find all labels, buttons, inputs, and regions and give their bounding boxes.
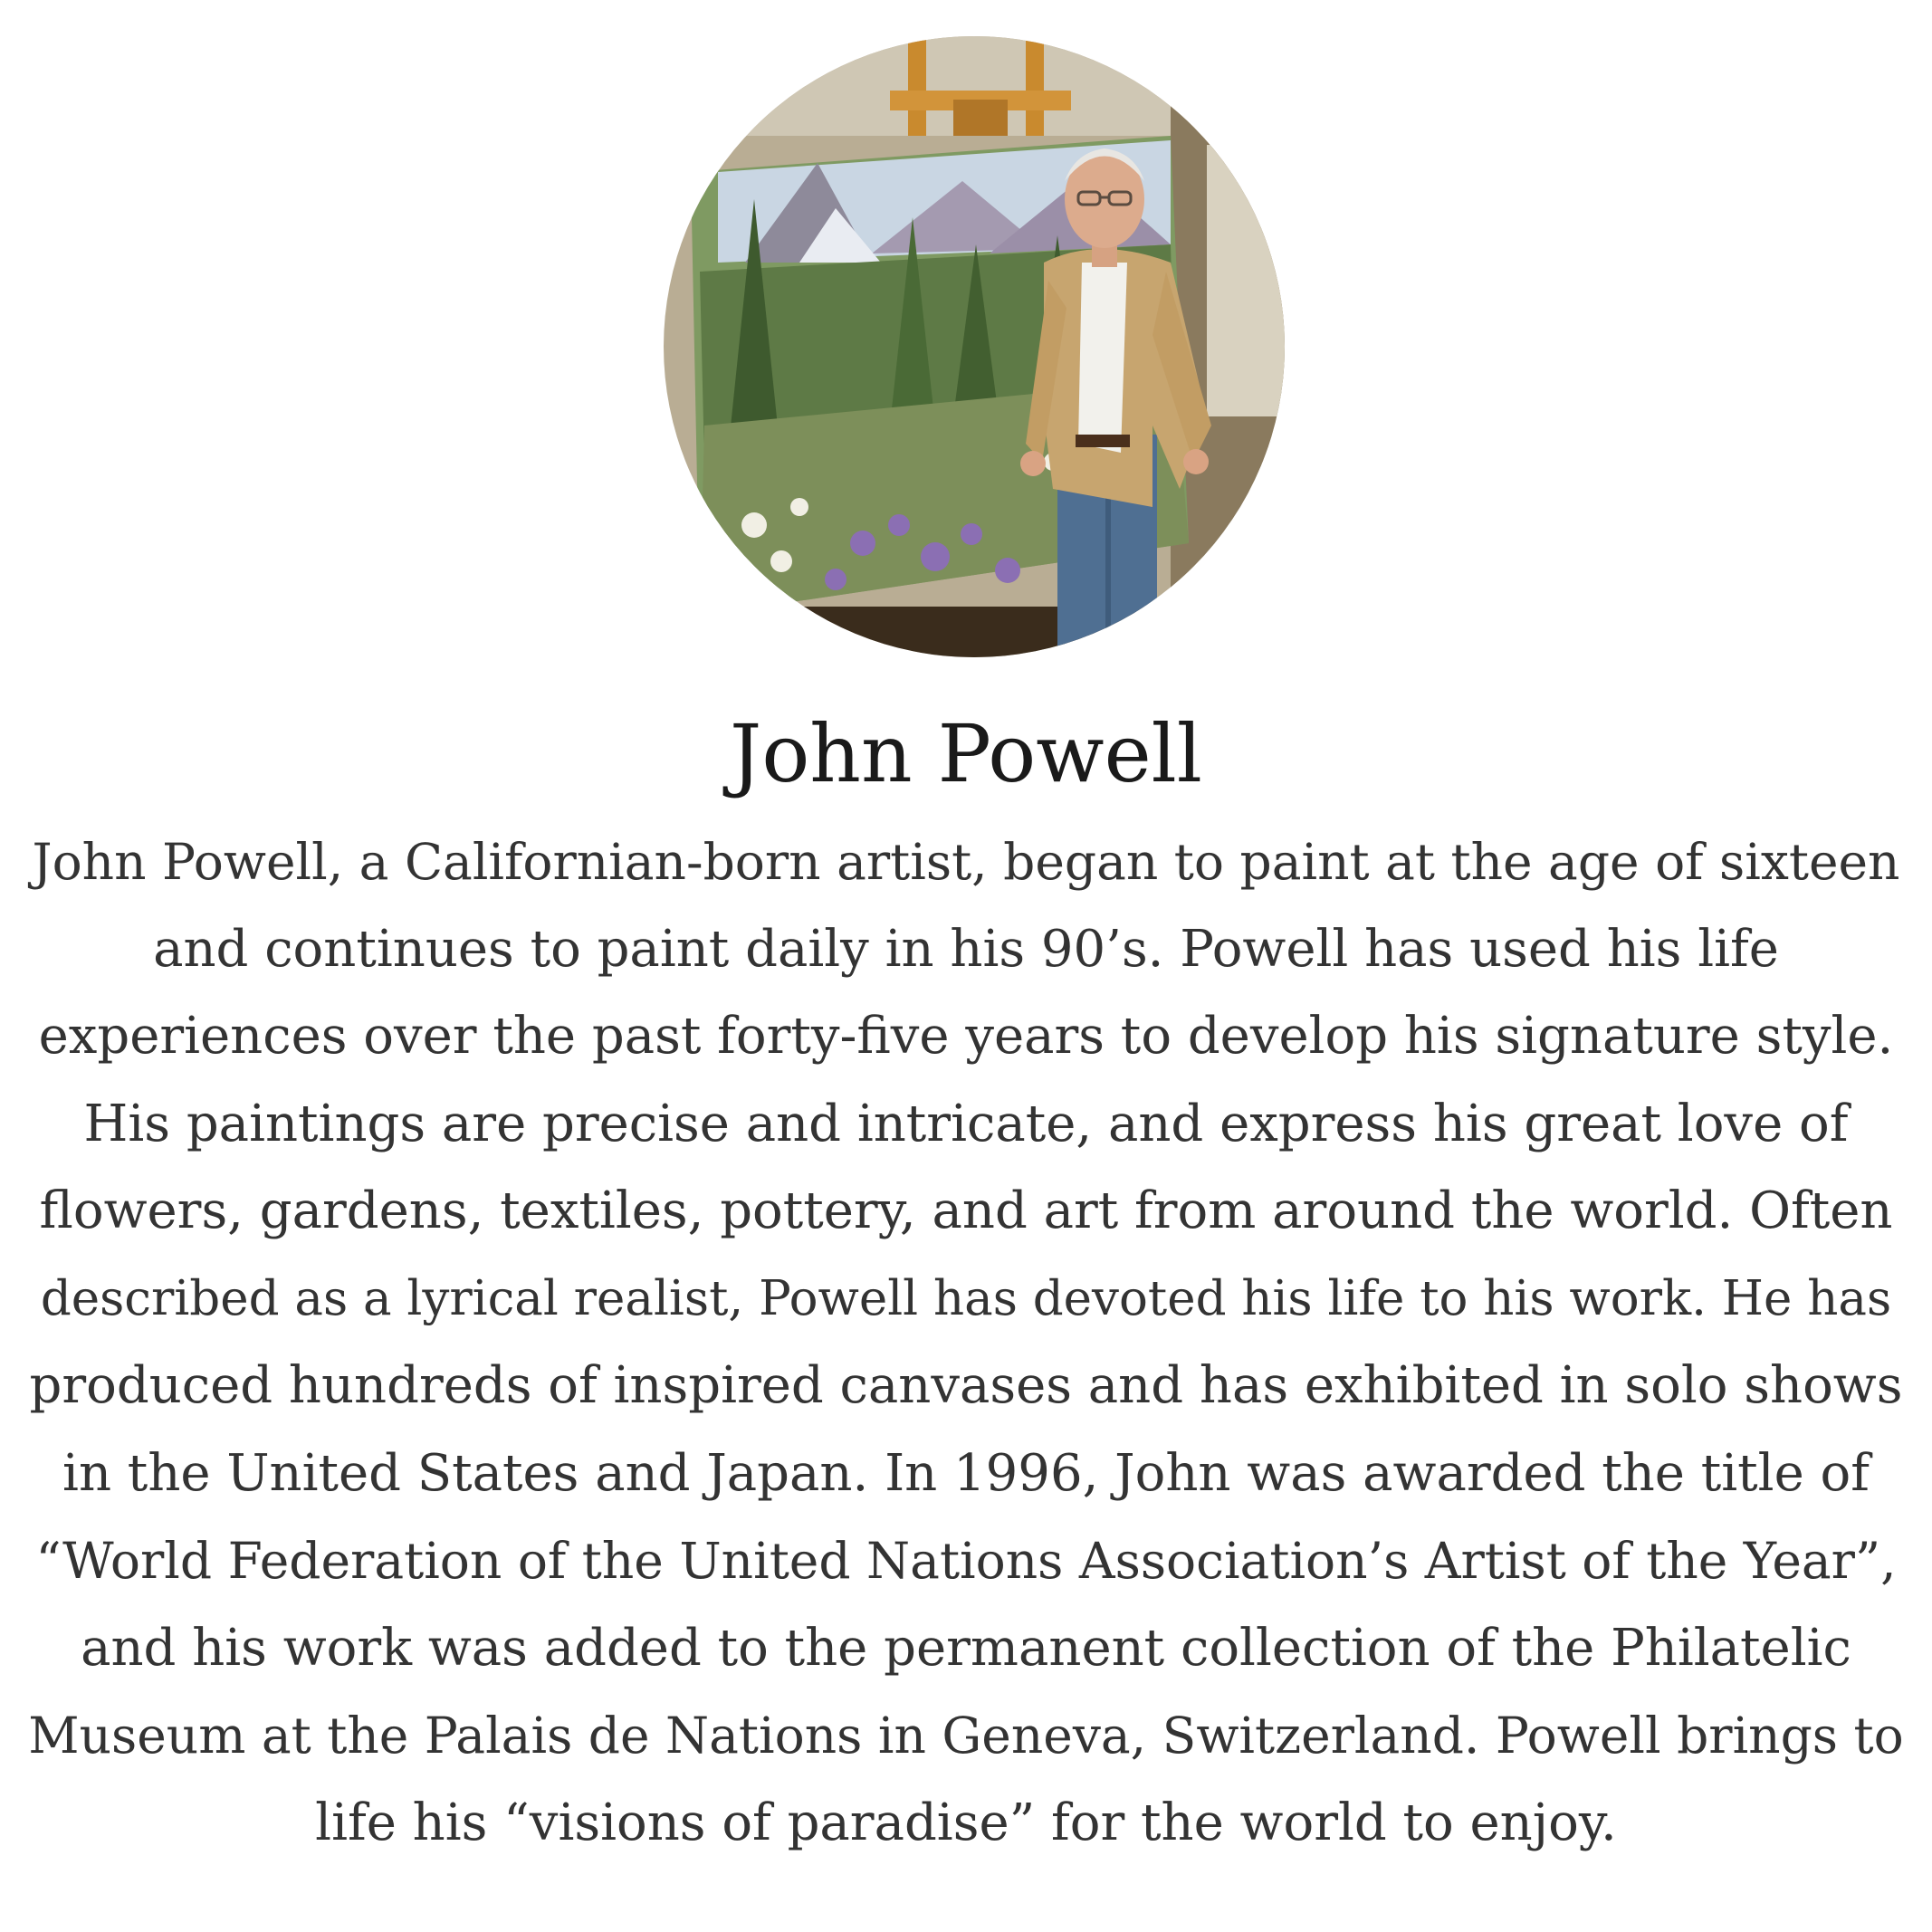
- portrait-illustration: [664, 36, 1285, 657]
- artist-bio: [27, 818, 1905, 1867]
- artist-portrait: [664, 36, 1285, 657]
- bio-line: described as a lyrical realist, Powell has devoted his life to his work. He has: [40, 1270, 1892, 1326]
- bio-line: and continues to paint daily in his 90’s. Powell has used his life: [153, 919, 1779, 979]
- bio-line: and his work was added to the permanent collection of the Philatelic: [81, 1618, 1851, 1678]
- bio-line: His paintings are precise and intricate, and express his great love of: [83, 1094, 1849, 1153]
- bio-line: flowers, gardens, textiles, pottery, and art from around the world. Often: [39, 1181, 1893, 1240]
- bio-line: experiences over the past forty-five years to develop his signature style.: [38, 1007, 1894, 1066]
- bio-line: Museum at the Palais de Nations in Geneva, Switzerland. Powell brings to: [28, 1707, 1904, 1765]
- bio-line: life his “visions of paradise” for the world to enjoy.: [315, 1793, 1617, 1852]
- bio-line: in the United States and Japan. In 1996, John was awarded the title of: [62, 1443, 1870, 1503]
- artist-name-heading: John Powell: [730, 707, 1202, 800]
- bio-line: “World Federation of the United Nations Association’s Artist of the Year”,: [35, 1532, 1897, 1590]
- bio-line: produced hundreds of inspired canvases and has exhibited in solo shows: [29, 1356, 1903, 1415]
- bio-line: John Powell, a Californian-born artist, began to paint at the age of sixteen: [32, 833, 1900, 891]
